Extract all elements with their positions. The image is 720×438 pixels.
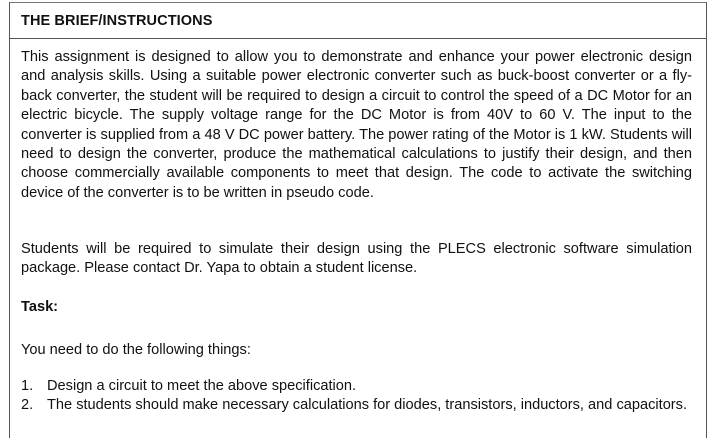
list-item-text: Design a circuit to meet the above specification. — [47, 378, 357, 394]
header-divider — [9, 38, 707, 39]
intro-paragraph: This assignment is designed to allow you to demonstrate and enhance your power electronic design and analysis skills. Using a suitable power electronic converter such as buck-boost converter or a fly-back converter, the student will be required to design a circuit to control the speed of a DC Motor for an electric bicycle. The supply voltage range for the DC Motor is from 40V to 60 V. The input to the converter is supplied from a 48 V DC power battery. The power rating of the Motor is 1 kW. Students will need to design the converter, produce the mathematical calculations to justify their design, and then choose commercially available components to meet that design. The code to activate the switching device of the converter is to be written in pseudo code. — [21, 49, 692, 201]
simulation-paragraph: Students will be required to simulate their design using the PLECS electronic software simulation package. Please contact Dr. Yapa to obtain a student license. — [21, 241, 692, 277]
list-item-text: The students should make necessary calculations for diodes, transistors, inductors, and capacitors. — [47, 397, 688, 414]
list-item-number: 2. — [21, 397, 34, 414]
list-item-number: 1. — [21, 378, 34, 394]
task-list — [21, 377, 692, 416]
task-heading: Task: — [21, 299, 59, 315]
section-heading: THE BRIEF/INSTRUCTIONS — [21, 13, 213, 29]
list-item — [21, 377, 692, 396]
list-item — [21, 396, 692, 415]
task-intro: You need to do the following things: — [21, 342, 251, 358]
